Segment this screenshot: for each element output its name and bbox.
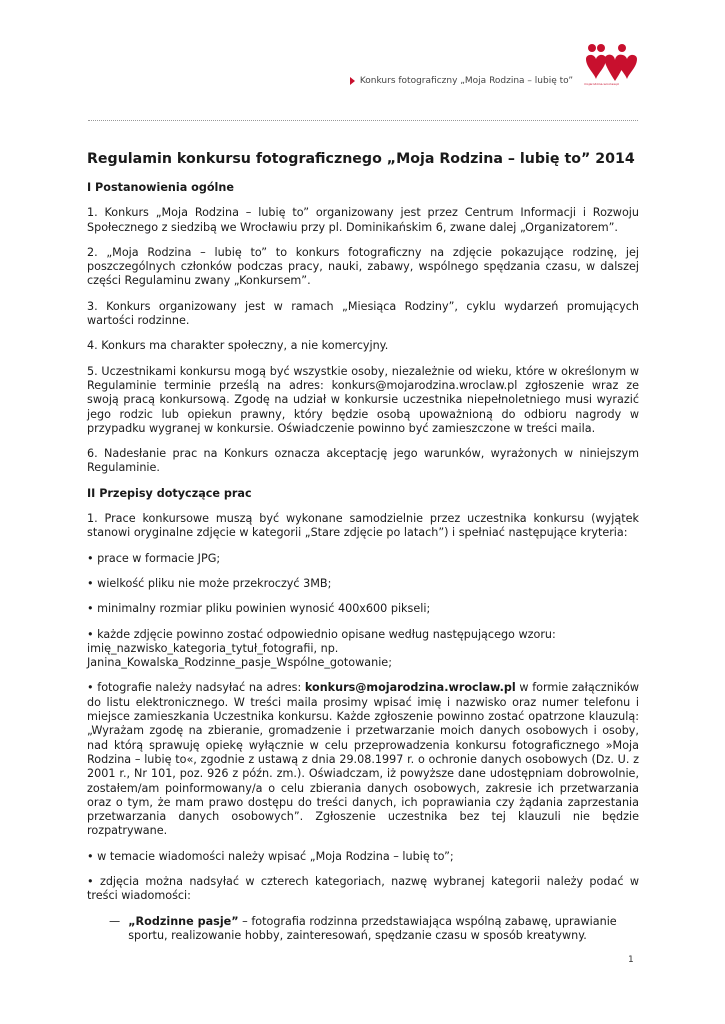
bullet-item [87, 681, 639, 838]
section-heading: II Przepisy dotyczące prac [87, 486, 252, 500]
category-title: „Rodzinne pasje” [128, 914, 239, 928]
paragraph: 1. Konkurs „Moja Rodzina – lubię to” organizowany jest przez Centrum Informacji i Rozwoju Społecznego z siedzibą we Wrocławiu przy pl. Dominikańskim 6, zwane dalej „Organizatorem”. [87, 206, 639, 234]
logo-hearts-shape [584, 53, 638, 85]
paragraph: 3. Konkurs organizowany jest w ramach „Miesiąca Rodziny”, cyklu wydarzeń promujących wartości rodzinne. [87, 299, 639, 328]
paragraph: 6. Nadesłanie prac na Konkurs oznacza akceptację jego warunków, wyrażonych w niniejszym Regulaminie. [87, 447, 639, 475]
page-number: 1 [628, 955, 634, 965]
bullet-item [87, 628, 639, 671]
header-divider [88, 120, 638, 121]
document-body [87, 150, 639, 943]
category-description: – fotografia rodzinna przedstawiająca wspólną zabawę, uprawianie sportu, realizowanie hobby, zainteresowań, spędzanie czasu w sposób kreatywny. [128, 914, 617, 942]
logo-dot [597, 44, 605, 52]
section-heading: I Postanowienia ogólne [87, 181, 234, 194]
logo-text: mojarodzina.wroclaw.pl [584, 82, 620, 86]
bullet-text: w formie załączników do listu elektronicznego. W treści maila prosimy wpisać imię i nazwisko oraz numer telefonu i miejsce zamieszkania Uczestnika konkursu. Każde zgłoszenie powinno zostać opatrzone klauzulą: „Wyrażam zgodę na zbieranie, gromadzenie i przetwarzanie moich danych osobowych i osoby, nad którą sprawuję opiekę wyłącznie w celu przeprowadzenia konkursu fotograficznego »Moja Rodzina – lubię to«, zgodnie z ustawą z dnia 29.08.1997 r. o ochronie danych osobowych (Dz. U. z 2001 r., Nr 101, poz. 926 z późn. zm.). Oświadczam, iż powyższe dane udostępniam dobrowolnie, zostałem/am poinformowany/a o celu zbierania danych osobowych, zakresie ich przetwarzania oraz o tym, że mam prawo dostępu do treści danych, ich poprawiania czy żądania zaprzestania przetwarzania danych osobowych”. Zgłoszenie uczestnika bez tej klauzuli nie będzie rozpatrywane. [87, 681, 639, 838]
category-item [87, 915, 639, 944]
bullet-line: Janina_Kowalska_Rodzinne_pasje_Wspólne_gotowanie; [87, 656, 392, 670]
paragraph: 2. „Moja Rodzina – lubię to” to konkurs fotograficzny na zdjęcie pokazujące rodzinę, jej poszczególnych członków podczas pracy, nauki, zabawy, wspólnego spędzania czasu, w dalszej części Regulaminu zwany „Konkursem”. [87, 245, 639, 288]
document-title: Regulamin konkursu fotograficznego „Moja Rodzina – lubię to” 2014 [87, 151, 635, 167]
arrow-right-icon [350, 77, 355, 85]
bullet-item: • wielkość pliku nie może przekroczyć 3MB; [87, 576, 332, 590]
paragraph: 1. Prace konkursowe muszą być wykonane samodzielnie przez uczestnika konkursu (wyjątek stanowi oryginalne zdjęcie w kategorii „Stare zdjęcie po latach”) i spełniać następujące kryteria: [87, 512, 639, 540]
breadcrumb-text: Konkurs fotograficzny „Moja Rodzina – lubię to” [359, 76, 573, 86]
logo-dot [618, 44, 626, 52]
bullet-item: • minimalny rozmiar pliku powinien wynosić 400x600 pikseli; [87, 602, 431, 616]
bullet-item: • w temacie wiadomości należy wpisać „Moja Rodzina – lubię to”; [87, 849, 454, 863]
bullet-item: • zdjęcia można nadsyłać w czterech kategoriach, nazwę wybranej kategorii należy podać w treści wiadomości: [87, 874, 639, 903]
email-link[interactable]: konkurs@mojarodzina.wroclaw.pl [304, 681, 516, 695]
bullet-line: imię_nazwisko_kategoria_tytuł_fotografii, np. [87, 641, 339, 655]
paragraph: 5. Uczestnikami konkursu mogą być wszystkie osoby, niezależnie od wieku, które w określonym w Regulaminie terminie prześlą na adres: konkurs@mojarodzina.wroclaw.pl zgłoszenie wraz ze swoją pracą konkursową. Zgodę na udział w konkursie uczestnika niepełnoletniego musi wyrazić jego rodzic lub opiekun prawny, który będzie osobą upoważnioną do odbioru nagrody w przypadku wygranej w konkursie. Oświadczenie powinno być zamieszczone w treści maila. [87, 364, 639, 435]
paragraph: 4. Konkurs ma charakter społeczny, a nie komercyjny. [87, 339, 389, 353]
page-header [0, 0, 725, 125]
logo-dot [588, 44, 596, 52]
dash-marker: — [109, 914, 121, 928]
category-text [128, 915, 639, 944]
bullet-item: • prace w formacie JPG; [87, 551, 221, 565]
bullet-text: • fotografie należy nadsyłać na adres: [87, 681, 305, 695]
logo-hearts-icon [584, 42, 638, 90]
header-breadcrumb [350, 76, 573, 86]
bullet-line: • każde zdjęcie powinno zostać odpowiednio opisane według następującego wzoru: [87, 627, 556, 641]
